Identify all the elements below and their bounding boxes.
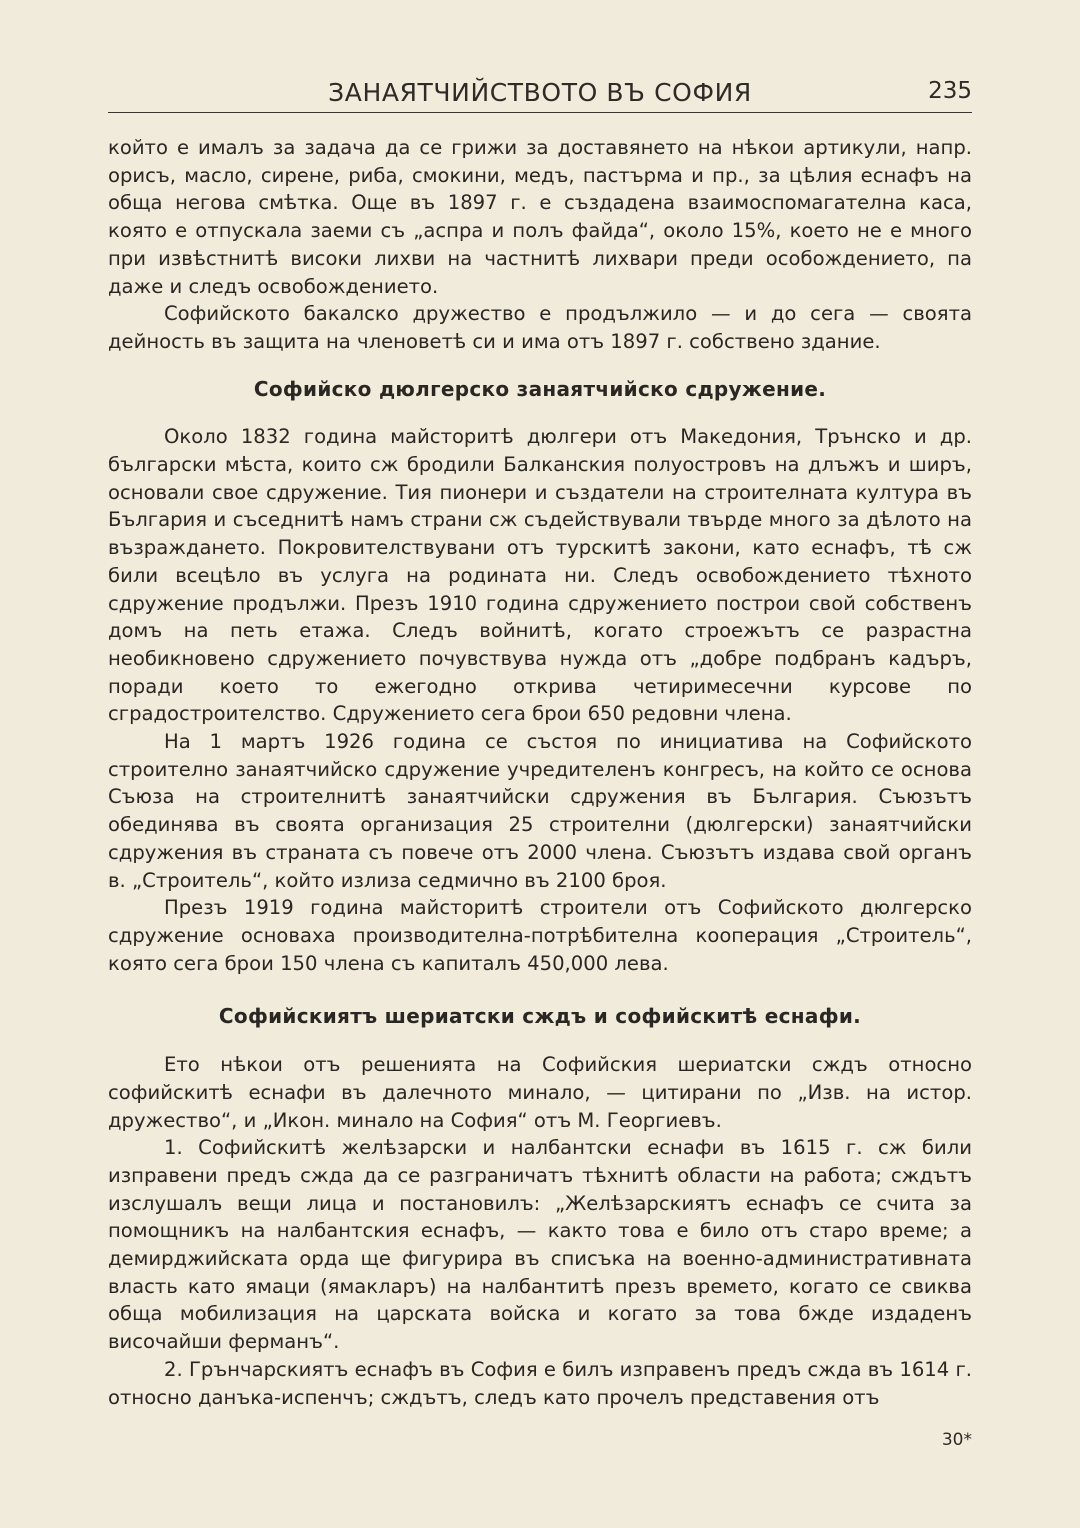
page-number: 235 <box>928 78 972 104</box>
paragraph-1: който е ималъ за задача да се грижи за доставянето на нѣкои артикули, напр. орисъ, масло, сирене, риба, смокини, медъ, пастърма и пр., за цѣлия еснафъ на обща негова смѣтка. Още въ 1897 г. е създадена взаимоспомагателна каса, която е отпускала заеми съ „аспра и полъ файда“, около 15%, което не е много при извѣстнитѣ високи лихви на частнитѣ лихвари преди особождението, па даже и следъ освобождението. <box>108 136 972 298</box>
running-header <box>108 76 972 113</box>
paragraph-4: На 1 мартъ 1926 година се състоя по инициатива на Софийското строително занаятчийско сдружение учредителенъ конгресъ, на който се основа Съюза на строителнитѣ занаятчийски сдружения въ България. Съюзътъ обединява въ своята организация 25 строителни (дюлгерски) занаятчийски сдружения въ страната съ повече отъ 2000 члена. Съюзътъ издава свой органъ в. „Строитель“, който излиза седмично въ 2100 броя. <box>108 730 972 892</box>
section-heading-2: Софийскиятъ шериатски сждъ и софийскитѣ еснафи. <box>218 1004 862 1029</box>
paragraph-7: 1. Софийскитѣ желѣзарски и налбантски еснафи въ 1615 г. сж били изправени предъ сжда да се разграничатъ тѣхнитѣ области на работа; сждътъ изслушалъ вещи лица и постановилъ: „Желѣзарскиятъ еснафъ се счита за помощникъ на налбантския еснафъ, — както това е било отъ старо време; а демирджийската орда ще фигурира въ списъка на военно-административната власть като ямаци (ямакларъ) на налбантитѣ презъ времето, когато се свиква обща мобилизация на царската войска и когато за това бжде издаденъ височайши ферманъ“. <box>108 1136 972 1354</box>
paragraph-6: Ето нѣкои отъ решенията на Софийския шериатски сждъ относно софийскитѣ еснафи въ далечното минало, — цитирани по „Изв. на истор. дружество“, и „Икон. минало на София“ отъ М. Георгиевъ. <box>108 1053 972 1132</box>
paragraph-5: Презъ 1919 година майсторитѣ строители отъ Софийското дюлгерско сдружение основаха производителна-потрѣбителна кооперация „Строитель“, която сега брои 150 члена съ капиталъ 450,000 лева. <box>108 896 972 975</box>
section-heading-1: Софийско дюлгерско занаятчийско сдружение. <box>253 376 827 401</box>
paragraph-3: Около 1832 година майсторитѣ дюлгери отъ Македония, Трънско и др. български мѣста, които сж бродили Балканския полуостровъ на длъжъ и ширъ, основали свое сдружение. Тия пионери и създатели на строителната култура въ България и съседнитѣ намъ страни сж съдействували твърде много за дѣлото на възраждането. Покровителствувани отъ турскитѣ закони, като еснафъ, тѣ сж били всецѣло въ услуга на родината ни. Следъ освобождението тѣхното сдружение продължи. Презъ 1910 година сдружението построи свой собственъ домъ на петь етажа. Следъ войнитѣ, когато строежътъ се разрастна необикновено сдружението почувствува нужда отъ „добре подбранъ кадъръ, поради което то ежегодно открива четиримесечни курсове по сградостроителство. Сдружението сега брои 650 редовни члена. <box>108 425 972 726</box>
body-text <box>108 134 972 1411</box>
paragraph-2: Софийското бакалско дружество е продължило — и до сега — своята дейность въ защита на членоветѣ си и има отъ 1897 г. собствено здание. <box>108 302 972 353</box>
signature-mark: 30* <box>941 1430 972 1450</box>
paragraph-8: 2. Грънчарскиятъ еснафъ въ София е билъ изправенъ предъ сжда въ 1614 г. относно данъка-испенчъ; сждътъ, следъ като прочелъ представения отъ <box>108 1357 972 1409</box>
running-title: ЗАНАЯТЧИЙСТВОТО ВЪ СОФИЯ <box>328 78 752 107</box>
